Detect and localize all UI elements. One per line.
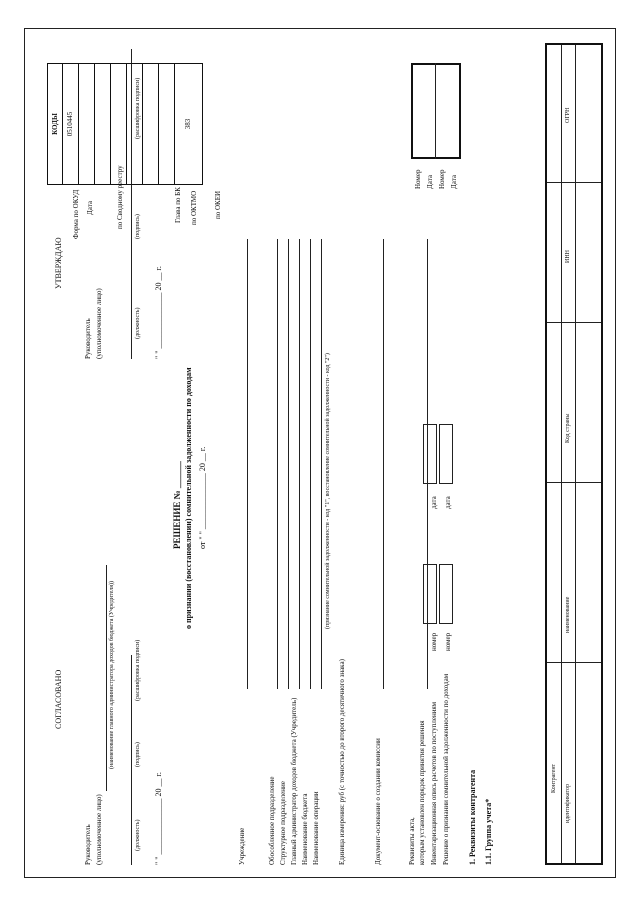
field-inventory: Инвентаризационная опись расчетов по поступлениям [430, 701, 438, 865]
field-budget: Наименование бюджета [301, 793, 309, 865]
right-authorized-label: (уполномоченное лицо) [95, 288, 103, 359]
right-position-caption: (должность) [135, 307, 141, 339]
codes-table [47, 63, 203, 185]
code-row-date [79, 63, 95, 185]
doc-date-label-2: Дата [450, 175, 458, 189]
field-operation: Наименование операции [312, 791, 320, 865]
col-ogrn: ОГРН [565, 107, 571, 123]
field-commission: Документ-основание о создании комиссии [374, 738, 382, 865]
right-decode-caption: (расшифровка подписи) [135, 77, 141, 139]
col-inn: ИНН [565, 250, 571, 263]
doc-number-label: Номер [414, 169, 422, 189]
field-institution: Учреждение [238, 827, 246, 865]
left-authorized-label: (уполномоченное лицо) [95, 794, 103, 865]
doc-box [411, 63, 461, 159]
code-row-bk [143, 63, 159, 185]
number-box-1[interactable] [423, 564, 437, 624]
form-sheet [25, 29, 617, 879]
decision-date: от " " ______________ 20 __ г. [198, 446, 207, 549]
decision-title: РЕШЕНИЕ № ______ [172, 461, 182, 549]
approval-left-title: СОГЛАСОВАНО [54, 669, 63, 729]
page-frame [24, 28, 616, 878]
okud-code: 0510445 [63, 63, 79, 185]
codes-header: КОДЫ [47, 63, 63, 185]
left-date-line: " " ______________ 20 __ г. [154, 772, 163, 865]
field-subdivision: Обособленное подразделение [268, 776, 276, 865]
code-row-reestr-1 [95, 63, 111, 185]
date-label-1: дата [430, 496, 438, 509]
date-label-2: дата [444, 496, 452, 509]
left-position-caption: (должность) [135, 819, 141, 851]
bk-label: Глава по БК [174, 187, 182, 223]
field-unit: Единица измерения: руб (с точностью до второго десятичного знака) [338, 659, 346, 865]
left-decode-caption: (расшифровка подписи) [135, 639, 141, 701]
field-admin: Главный администратор доходов бюджета (Учредитель) [290, 697, 298, 865]
right-signature-caption: (подпись) [135, 214, 141, 239]
col-id: идентификатор [565, 784, 571, 823]
oktmo-label: по ОКТМО [190, 190, 198, 225]
code-row-oktmo [159, 63, 175, 185]
date-label: Дата [86, 201, 94, 215]
section-1-1-title: 1.1. Группа учета* [484, 798, 493, 865]
col-name: наименование [565, 596, 571, 633]
field-structural: Структурное подразделение [279, 781, 287, 865]
decision-subtitle: о признании (восстановлении) сомнительной задолженности по доходам [184, 367, 193, 629]
doc-number-label-2: Номер [438, 169, 446, 189]
field-decision: Решение о признании сомнительной задолженности по доходам [442, 673, 450, 865]
left-signature-caption: (подпись) [135, 742, 141, 767]
okei-label: по ОКЕИ [214, 190, 222, 219]
accounts-grid [545, 43, 603, 865]
code-row-reestr-3 [127, 63, 143, 185]
section-1-title: 1. Реквизиты контрагента [468, 769, 477, 865]
left-head-label: Руководитель [84, 824, 92, 865]
right-date-line: " " ______________ 20 __ г. [154, 266, 163, 359]
number-box-2[interactable] [439, 564, 453, 624]
right-head-label: Руководитель [84, 318, 92, 359]
okud-label: Форма по ОКУД [72, 189, 80, 239]
number-label-1: номер [430, 632, 438, 651]
field-requisites-1: Реквизиты акта, [408, 817, 416, 865]
reestr-label: по Сводному реестру [116, 165, 124, 229]
okei-code: 383 [175, 63, 203, 185]
date-box-2[interactable] [439, 424, 453, 484]
approval-right-title: УТВЕРЖДАЮ [54, 237, 63, 289]
operation-caption: (признание сомнительной задолженности - код "1", восстановление сомнительной задолженности - код "2") [325, 353, 331, 629]
field-requisites-2: которым установлен порядок принятия решения [418, 720, 426, 865]
number-label-2: номер [444, 632, 452, 651]
doc-date-label: Дата [426, 175, 434, 189]
left-admin-caption: (наименование главного администратора доходов бюджета (Учредителя)) [109, 580, 115, 769]
col-contractor: Контрагент [551, 763, 557, 793]
date-box-1[interactable] [423, 424, 437, 484]
col-kod: Код страны [565, 413, 571, 443]
